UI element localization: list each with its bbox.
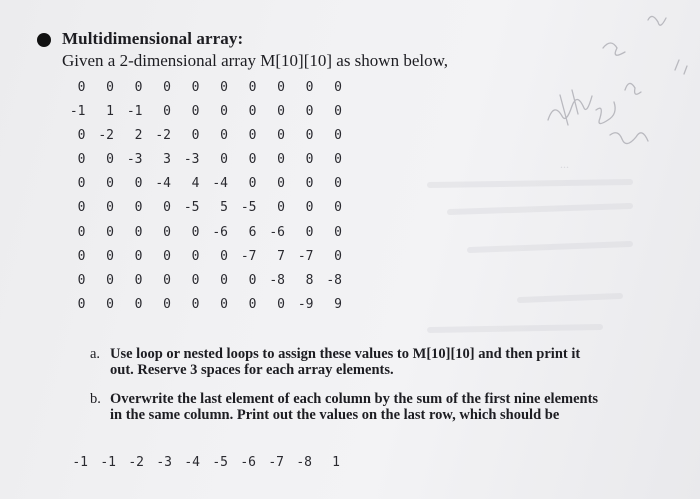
- matrix-cell: 0: [305, 80, 314, 95]
- matrix-cell: 0: [305, 224, 314, 240]
- matrix-cell: 0: [220, 296, 228, 312]
- matrix-cell: 0: [77, 80, 86, 95]
- matrix-cell: 0: [220, 128, 228, 144]
- matrix-cell: 4: [191, 176, 200, 192]
- matrix-cell: 0: [134, 176, 143, 192]
- matrix-cell: 0: [277, 128, 285, 144]
- matrix-cell: 7: [277, 248, 285, 264]
- task-a: [90, 346, 610, 386]
- task-b: [90, 391, 610, 451]
- matrix-cell: 0: [191, 248, 200, 264]
- matrix-cell: 0: [77, 200, 86, 216]
- task-b-text: Overwrite the last element of each column by the sum of the first nine elements in the same column. Print out the values on the last row, which should be: [110, 391, 599, 423]
- matrix-cell: -3: [183, 152, 200, 168]
- matrix-row: [57, 100, 342, 124]
- matrix-cell: 0: [248, 152, 257, 168]
- matrix-cell: 0: [277, 104, 285, 120]
- matrix-cell: 0: [220, 104, 228, 120]
- matrix-cell: 0: [163, 80, 171, 95]
- matrix-cell: 0: [163, 104, 171, 120]
- matrix-cell: 0: [248, 296, 257, 312]
- matrix-cell: -4: [155, 176, 171, 192]
- matrix-cell: 0: [77, 152, 86, 168]
- matrix-cell: -5: [240, 200, 257, 216]
- matrix-row: [57, 124, 342, 148]
- matrix-cell: 0: [106, 152, 114, 168]
- bullet-icon: [37, 33, 51, 47]
- matrix-cell: -6: [269, 224, 285, 240]
- matrix-cell: 0: [305, 104, 314, 120]
- last-row-value: -6: [240, 455, 256, 470]
- matrix-cell: 0: [248, 104, 257, 120]
- matrix-cell: 0: [334, 104, 342, 120]
- matrix-cell: 8: [305, 272, 314, 288]
- matrix-cell: 0: [77, 128, 86, 144]
- matrix-cell: 0: [334, 248, 342, 264]
- matrix-row: [57, 148, 342, 172]
- matrix-cell: 0: [106, 200, 114, 216]
- matrix-cell: 0: [77, 176, 86, 192]
- matrix-cell: 0: [334, 152, 342, 168]
- matrix-cell: 0: [77, 272, 86, 288]
- matrix-cell: 0: [134, 200, 143, 216]
- matrix-row: [57, 196, 342, 220]
- matrix-cell: 0: [134, 80, 143, 95]
- matrix-cell: 0: [248, 272, 257, 288]
- matrix-cell: -1: [69, 104, 86, 120]
- matrix-cell: 0: [134, 224, 143, 240]
- matrix-cell: 0: [277, 80, 285, 95]
- matrix-cell: 0: [334, 224, 342, 240]
- matrix-cell: 0: [77, 224, 86, 240]
- matrix-cell: -6: [212, 224, 228, 240]
- matrix-cell: -4: [212, 176, 228, 192]
- matrix-cell: 0: [191, 104, 200, 120]
- matrix-cell: -8: [269, 272, 285, 288]
- matrix-cell: 0: [220, 248, 228, 264]
- matrix-cell: -2: [155, 128, 171, 144]
- matrix-cell: 0: [277, 200, 285, 216]
- task-a-label: a.: [90, 346, 101, 362]
- last-row-value: -8: [296, 455, 312, 470]
- last-row-value: -1: [100, 455, 116, 470]
- matrix-cell: 0: [248, 128, 257, 144]
- matrix-cell: 0: [77, 296, 86, 312]
- matrix-cell: 0: [134, 248, 143, 264]
- last-row-value: -2: [128, 455, 144, 470]
- matrix-cell: 3: [163, 152, 171, 168]
- matrix-cell: 0: [305, 200, 314, 216]
- matrix-cell: 0: [106, 296, 114, 312]
- matrix-cell: 6: [248, 224, 257, 240]
- matrix-cell: 0: [277, 296, 285, 312]
- matrix-cell: 0: [220, 80, 228, 95]
- matrix-cell: 0: [277, 176, 285, 192]
- matrix-cell: -8: [326, 272, 342, 288]
- matrix-cell: -3: [126, 152, 143, 168]
- matrix-cell: 0: [334, 200, 342, 216]
- matrix-cell: 0: [305, 128, 314, 144]
- matrix-cell: 0: [163, 224, 171, 240]
- last-row-value: -3: [156, 455, 172, 470]
- matrix-cell: 0: [106, 176, 114, 192]
- matrix-cell: 0: [134, 296, 143, 312]
- matrix-cell: 0: [191, 128, 200, 144]
- matrix-cell: -7: [240, 248, 257, 264]
- last-row-value: -4: [184, 455, 200, 470]
- matrix-cell: 0: [163, 272, 171, 288]
- matrix-cell: 0: [106, 80, 114, 95]
- last-row-value: -1: [72, 455, 88, 470]
- matrix-row: [57, 293, 342, 317]
- matrix-cell: 0: [106, 272, 114, 288]
- matrix-cell: 2: [134, 128, 143, 144]
- task-b-label: b.: [90, 391, 101, 407]
- matrix-cell: 1: [106, 104, 114, 120]
- last-row-value: -7: [268, 455, 284, 470]
- matrix-cell: 0: [305, 152, 314, 168]
- matrix-cell: 0: [191, 272, 200, 288]
- matrix-cell: 0: [163, 296, 171, 312]
- matrix-cell: 0: [191, 80, 200, 95]
- matrix-cell: 0: [248, 80, 257, 95]
- matrix-cell: 0: [305, 176, 314, 192]
- matrix-cell: 0: [163, 248, 171, 264]
- section-heading: Multidimensional array:: [62, 29, 244, 48]
- matrix-cell: 0: [334, 80, 342, 95]
- matrix-cell: 9: [334, 296, 342, 312]
- matrix-row: [57, 245, 342, 269]
- matrix-cell: 5: [220, 200, 228, 216]
- matrix-row: [57, 269, 342, 293]
- matrix-cell: -7: [297, 248, 314, 264]
- intro-text: Given a 2-dimensional array M[10][10] as shown below,: [62, 51, 449, 70]
- matrix-cell: 0: [277, 152, 285, 168]
- matrix-cell: 0: [220, 152, 228, 168]
- matrix-row: [57, 172, 342, 196]
- matrix-cell: 0: [191, 224, 200, 240]
- matrix-cell: 0: [191, 296, 200, 312]
- matrix-cell: 0: [77, 248, 86, 264]
- task-a-text: Use loop or nested loops to assign these values to M[10][10] and then print it out. Reserve 3 spaces for each array elements.: [110, 346, 581, 378]
- matrix-cell: -9: [297, 296, 314, 312]
- matrix-cell: 0: [220, 272, 228, 288]
- matrix-cell: -1: [126, 104, 143, 120]
- matrix-cell: 0: [106, 248, 114, 264]
- matrix-cell: 0: [334, 128, 342, 144]
- last-row-value: 1: [332, 455, 340, 470]
- matrix-row: [57, 76, 342, 100]
- matrix-cell: 0: [248, 176, 257, 192]
- matrix-cell: 0: [163, 200, 171, 216]
- expected-last-row: [60, 455, 340, 470]
- matrix-cell: 0: [134, 272, 143, 288]
- last-row-value: -5: [212, 455, 228, 470]
- matrix-table: [57, 76, 342, 317]
- matrix-cell: 0: [334, 176, 342, 192]
- matrix-cell: -2: [98, 128, 114, 144]
- matrix-cell: 0: [106, 224, 114, 240]
- matrix-row: [57, 221, 342, 245]
- svg-text:...: ...: [560, 157, 569, 171]
- matrix-cell: -5: [183, 200, 200, 216]
